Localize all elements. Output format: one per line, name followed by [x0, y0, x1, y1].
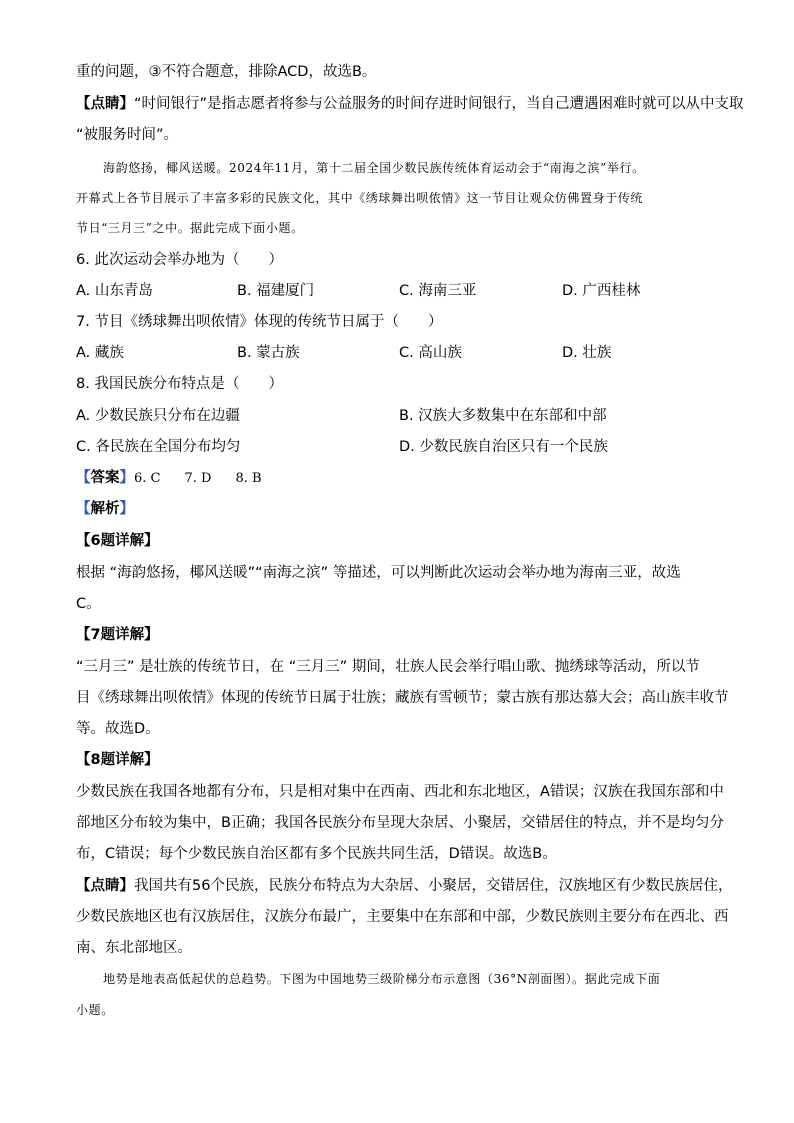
material-line: 海韵悠扬，椰风送暖。2024年11月，第十二届全国少数民族传统体育运动会于“南海之滨”举行。 — [103, 161, 645, 175]
tip-paragraph-line — [76, 94, 744, 114]
detail-6-text: C。 — [76, 596, 101, 612]
detail-8-text: 部地区分布较为集中，B正确；我国各民族分布呈现大杂居、小聚居，交错居住的特点，并不是均匀分 — [76, 815, 724, 831]
analysis-label: 解析 — [90, 501, 120, 517]
tip2-text: 南、东北部地区。 — [76, 940, 192, 956]
material-line: 开幕式上各节目展示了丰富多彩的民族文化，其中《绣球舞出呗侬情》这一节目让观众仿佛置身于传统 — [76, 191, 644, 205]
question-7-stem: 7. 节目《绣球舞出呗侬情》体现的传统节日属于（ ） — [76, 314, 443, 330]
answer-7: 7. D — [184, 471, 212, 486]
question-7-option-b: B. 蒙古族 — [237, 345, 300, 361]
question-7-option-a: A. 藏族 — [76, 345, 124, 361]
question-6-stem: 6. 此次运动会举办地为（ ） — [76, 252, 283, 268]
question-6-option-a: A. 山东青岛 — [76, 283, 153, 299]
question-8-stem: 8. 我国民族分布特点是（ ） — [76, 376, 283, 392]
detail-6-text: 根据 “海韵悠扬，椰风送暖”“南海之滨” 等描述，可以判断此次运动会举办地为海南三亚，故选 — [76, 565, 681, 581]
text-line: 重的问题，③不符合题意，排除ACD，故选B。 — [76, 64, 377, 80]
detail-7-text: “三月三” 是壮族的传统节日，在 “三月三” 期间，壮族人民会举行唱山歌、抛绣球等活动，所以节 — [76, 659, 700, 675]
question-8-option-c: C. 各民族在全国分布均匀 — [76, 439, 241, 455]
tip2-text: 我国共有56个民族，民族分布特点为大杂居、小聚居，交错居住，汉族地区有少数民族居住， — [134, 878, 733, 894]
detail-7-text: 等。故选D。 — [76, 721, 160, 737]
detail-6-heading: 【6题详解】 — [76, 533, 159, 549]
material-line: 节日“三月三”之中。据此完成下面小题。 — [76, 221, 304, 235]
answer-label: 答案 — [90, 470, 120, 486]
question-7-option-c: C. 高山族 — [399, 345, 462, 361]
detail-8-text: 布，C错误；每个少数民族自治区都有多个民族共同生活，D错误。故选B。 — [76, 846, 557, 862]
question-6-option-b: B. 福建厦门 — [237, 283, 315, 299]
question-6-option-d: D. 广西桂林 — [562, 283, 641, 299]
answer-line: 【答案】6. C 7. D 8. B — [76, 470, 262, 486]
tip-tag: 【点睛】 — [76, 96, 134, 112]
material-line: 小题。 — [76, 1003, 114, 1017]
question-6-option-c: C. 海南三亚 — [399, 283, 477, 299]
detail-8-text: 少数民族在我国各地都有分布，只是相对集中在西南、西北和东北地区，A错误；汉族在我国东部和中 — [76, 784, 724, 800]
tip2-text: 少数民族地区也有汉族居住，汉族分布最广，主要集中在东部和中部，少数民族则主要分布在西北、西 — [76, 909, 729, 925]
tip2-tag: 【点睛】 — [76, 878, 134, 894]
tip2-line — [76, 876, 732, 896]
detail-8-heading: 【8题详解】 — [76, 752, 159, 768]
question-8-option-a: A. 少数民族只分布在边疆 — [76, 408, 240, 424]
detail-7-text: 目《绣球舞出呗侬情》体现的传统节日属于壮族；藏族有雪顿节；蒙古族有那达慕大会；高山族丰收节 — [76, 690, 729, 706]
analysis-heading: 【解析】 — [76, 501, 134, 517]
answer-6: 6. C — [134, 471, 161, 486]
material-line: 地势是地表高低起伏的总趋势。下图为中国地势三级阶梯分布示意图（36°N剖面图）。据此完成下面 — [103, 972, 661, 986]
detail-7-heading: 【7题详解】 — [76, 627, 159, 643]
text-line: “被服务时间”。 — [76, 127, 179, 143]
answer-8: 8. B — [235, 471, 262, 486]
tip-text: “时间银行”是指志愿者将参与公益服务的时间存进时间银行，当自己遭遇困难时就可以从中支取 — [134, 96, 744, 112]
question-7-option-d: D. 壮族 — [562, 345, 612, 361]
question-8-option-b: B. 汉族大多数集中在东部和中部 — [399, 408, 607, 424]
question-8-option-d: D. 少数民族自治区只有一个民族 — [399, 439, 608, 455]
